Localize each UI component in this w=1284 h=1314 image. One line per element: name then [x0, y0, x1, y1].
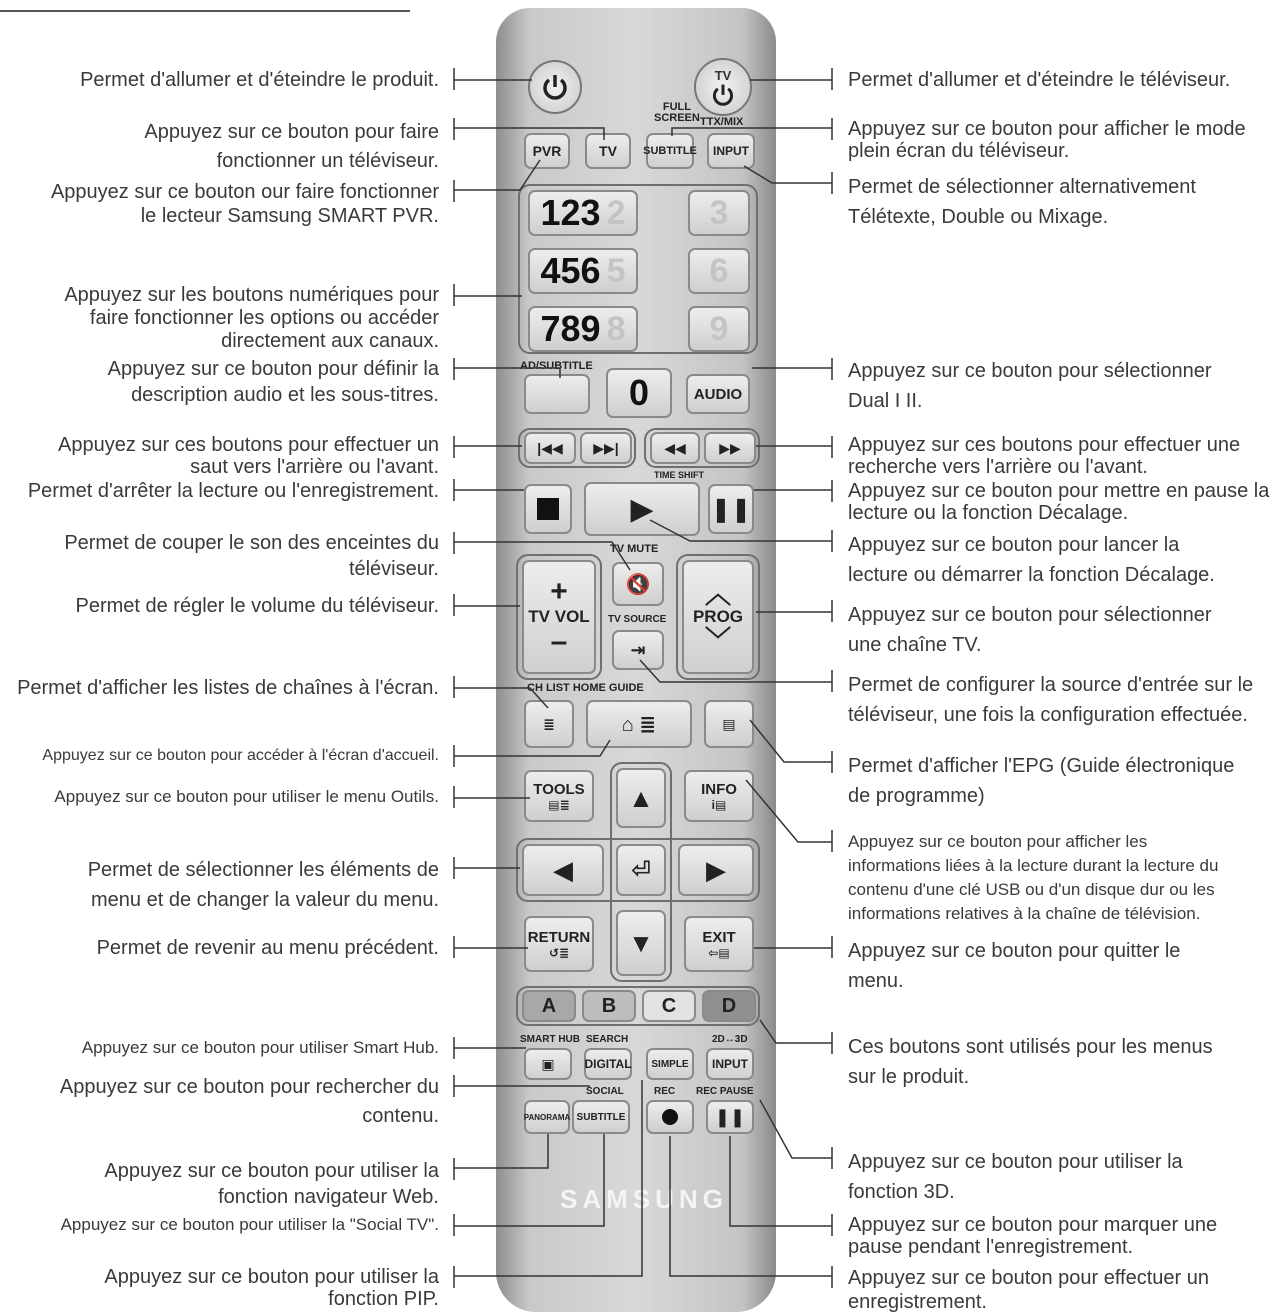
ann-social-tv: Appuyez sur ce bouton pour utiliser la "Social TV". [60, 1215, 439, 1234]
simple-button[interactable]: SIMPLE [646, 1048, 694, 1080]
pause-icon: ❚❚ [714, 1106, 746, 1127]
source-icon: ⇥ [630, 639, 646, 660]
list-icon: ≣ [543, 715, 555, 732]
mute-icon: 🔇 [625, 573, 651, 596]
number-ghost: 9 [709, 309, 729, 348]
ann-3d: Appuyez sur ce bouton pour utiliser la fonction 3D. [848, 1151, 1183, 1203]
arrow-up-icon: ▲ [628, 782, 654, 813]
ann-power-tv: Permet d'allumer et d'éteindre le téléviseur. [848, 69, 1231, 91]
ann-source: Permet de configurer la source d'entrée sur le téléviseur, une fois la configuration effectuée. [848, 674, 1254, 726]
ttx-mix-label: TTX/MIX [700, 116, 744, 128]
panorama-button[interactable]: PANORAMA [524, 1100, 570, 1134]
skip-back-icon: |◀◀ [537, 439, 563, 456]
tools-icon: ▤≣ [548, 797, 570, 812]
ann-home: Appuyez sur ce bouton pour accéder à l'écran d'accueil. [42, 747, 439, 764]
ch-list-home-guide-label: CH LIST HOME GUIDE [527, 682, 644, 694]
full-screen-label: FULL SCREEN [654, 101, 700, 124]
ann-audio: Appuyez sur ce bouton pour sélectionner Dual I II. [848, 360, 1212, 412]
info-label: INFO [701, 780, 737, 798]
rec-pause-label: REC PAUSE [696, 1086, 754, 1097]
samsung-logo: SAMSUNG [560, 1184, 728, 1214]
fast-forward-icon: ▶▶ [719, 439, 741, 456]
ann-volume: Permet de régler le volume du téléviseur. [75, 595, 439, 617]
enter-icon: ⏎ [630, 856, 652, 884]
return-label: RETURN [527, 928, 591, 946]
ann-play: Appuyez sur ce bouton pour lancer la lecture ou démarrer la fonction Décalage. [848, 534, 1215, 586]
smart-hub-icon: ▣ [541, 1055, 555, 1072]
social-label: SOCIAL [586, 1086, 624, 1097]
smart-hub-label: SMART HUB [520, 1034, 580, 1045]
ann-ttx: Permet de sélectionner alternativement Télétexte, Double ou Mixage. [848, 176, 1196, 228]
search-label: SEARCH [586, 1034, 629, 1045]
tv-button[interactable]: TV [585, 133, 631, 169]
volume-up-icon: + [550, 575, 568, 608]
tv-vol-label: TV VOL [528, 607, 590, 626]
prog-label: PROG [692, 607, 744, 626]
ann-navigation: Permet de sélectionner les éléments de menu et de changer la valeur du menu. [87, 859, 439, 911]
exit-icon: ⇦▤ [708, 945, 730, 960]
ann-color-buttons: Ces boutons sont utilisés pour les menus sur le produit. [848, 1036, 1213, 1088]
button-c[interactable]: C [642, 990, 696, 1022]
ann-full-screen: Appuyez sur ce bouton pour afficher le mode plein écran du téléviseur. [848, 118, 1246, 162]
ann-search-fwd-back: Appuyez sur ces boutons pour effectuer une recherche vers l'arrière ou l'avant. [848, 434, 1241, 478]
ad-subtitle-label: AD/SUBTITLE [520, 360, 593, 372]
arrow-down-icon: ▼ [628, 927, 654, 958]
tv-power-label: TV [714, 67, 732, 83]
ann-rec-pause: Appuyez sur ce bouton pour marquer une pause pendant l'enregistrement. [848, 1214, 1218, 1258]
ann-ad-subtitle: Appuyez sur ce bouton pour définir la description audio et les sous-titres. [107, 358, 439, 406]
2d-3d-label: 2D↔3D [712, 1034, 748, 1045]
ann-search: Appuyez sur ce bouton pour rechercher du contenu. [59, 1076, 439, 1127]
number-ghost: 5 [606, 251, 626, 290]
number-label: 789 [540, 308, 601, 349]
arrow-left-icon: ◀ [553, 854, 573, 885]
ann-tools: Appuyez sur ce bouton pour utiliser le menu Outils. [54, 787, 439, 806]
ann-pip: Appuyez sur ce bouton pour utiliser la fonction PIP. [104, 1266, 439, 1310]
info-icon: i▤ [711, 797, 727, 812]
tools-label: TOOLS [533, 780, 585, 798]
number-label: 123 [540, 192, 601, 233]
ann-exit: Appuyez sur ce bouton pour quitter le menu. [848, 940, 1181, 992]
tv-source-label: TV SOURCE [608, 614, 667, 625]
volume-down-icon: – [550, 625, 568, 658]
input-3d-button[interactable]: INPUT [706, 1048, 754, 1080]
audio-button[interactable]: AUDIO [686, 374, 750, 414]
ann-prog: Appuyez sur ce bouton pour sélectionner une chaîne TV. [848, 604, 1212, 656]
social-subtitle-button[interactable]: SUBTITLE [572, 1100, 630, 1134]
pvr-button[interactable]: PVR [524, 133, 570, 169]
ann-pvr: Appuyez sur ce bouton our faire fonctionner le lecteur Samsung SMART PVR. [50, 181, 439, 227]
button-d[interactable]: D [702, 990, 756, 1022]
prog-up-icon: ︿ [704, 579, 731, 609]
button-a[interactable]: A [522, 990, 576, 1022]
ann-epg: Permet d'afficher l'EPG (Guide électronique de programme) [848, 755, 1235, 807]
ann-pause: Appuyez sur ce bouton pour mettre en pause la lecture ou la fonction Décalage. [848, 480, 1270, 524]
ann-power-product: Permet d'allumer et d'éteindre le produit. [80, 69, 439, 91]
ann-smart-hub: Appuyez sur ce bouton pour utiliser Smart Hub. [81, 1038, 439, 1057]
play-icon: ▶ [630, 492, 654, 526]
ann-return: Permet de revenir au menu précédent. [96, 937, 439, 959]
pause-icon: ❚❚ [710, 495, 752, 523]
number-ghost: 8 [606, 309, 626, 348]
ann-number-buttons: Appuyez sur les boutons numériques pour faire fonctionner les options ou accéder directement aux canaux. [64, 284, 439, 352]
input-button[interactable]: INPUT [707, 133, 755, 169]
rewind-icon: ◀◀ [664, 439, 686, 456]
subtitle-button[interactable]: SUBTITLE [646, 133, 694, 169]
button-b[interactable]: B [582, 990, 636, 1022]
rec-label: REC [654, 1086, 676, 1097]
prog-down-icon: ﹀ [704, 625, 731, 655]
exit-label: EXIT [702, 928, 736, 946]
ann-web-browser: Appuyez sur ce bouton pour utiliser la fonction navigateur Web. [104, 1160, 439, 1208]
ann-mute: Permet de couper le son des enceintes du téléviseur. [64, 532, 439, 580]
number-ghost: 6 [709, 251, 729, 290]
arrow-right-icon: ▶ [706, 854, 726, 885]
tv-mute-label: TV MUTE [610, 543, 659, 555]
home-icon: ⌂ ≣ [621, 713, 657, 736]
ann-rec: Appuyez sur ce bouton pour effectuer un enregistrement. [848, 1267, 1209, 1313]
number-ghost: 3 [709, 193, 729, 232]
return-icon: ↺≣ [548, 945, 570, 960]
digital-button[interactable]: DIGITAL [584, 1048, 632, 1080]
ann-stop: Permet d'arrêter la lecture ou l'enregistrement. [27, 480, 439, 502]
ann-ch-list: Permet d'afficher les listes de chaînes à l'écran. [17, 677, 439, 699]
number-ghost: 2 [606, 193, 626, 232]
ann-skip: Appuyez sur ces boutons pour effectuer un saut vers l'arrière ou l'avant. [58, 434, 439, 478]
number-label: 456 [540, 250, 601, 291]
guide-icon: ▤ [722, 715, 736, 732]
skip-forward-icon: ▶▶| [593, 439, 619, 456]
ann-info: Appuyez sur ce bouton pour afficher les informations liées à la lecture durant la lecture du contenu d'une clé USB ou d'un disque dur ou les informations relatives à la chaîne de télévision. [848, 832, 1219, 923]
number-label: 0 [628, 372, 650, 413]
time-shift-label: TIME SHIFT [654, 470, 704, 480]
ann-tv-mode: Appuyez sur ce bouton pour faire fonctionner un téléviseur. [144, 121, 439, 172]
